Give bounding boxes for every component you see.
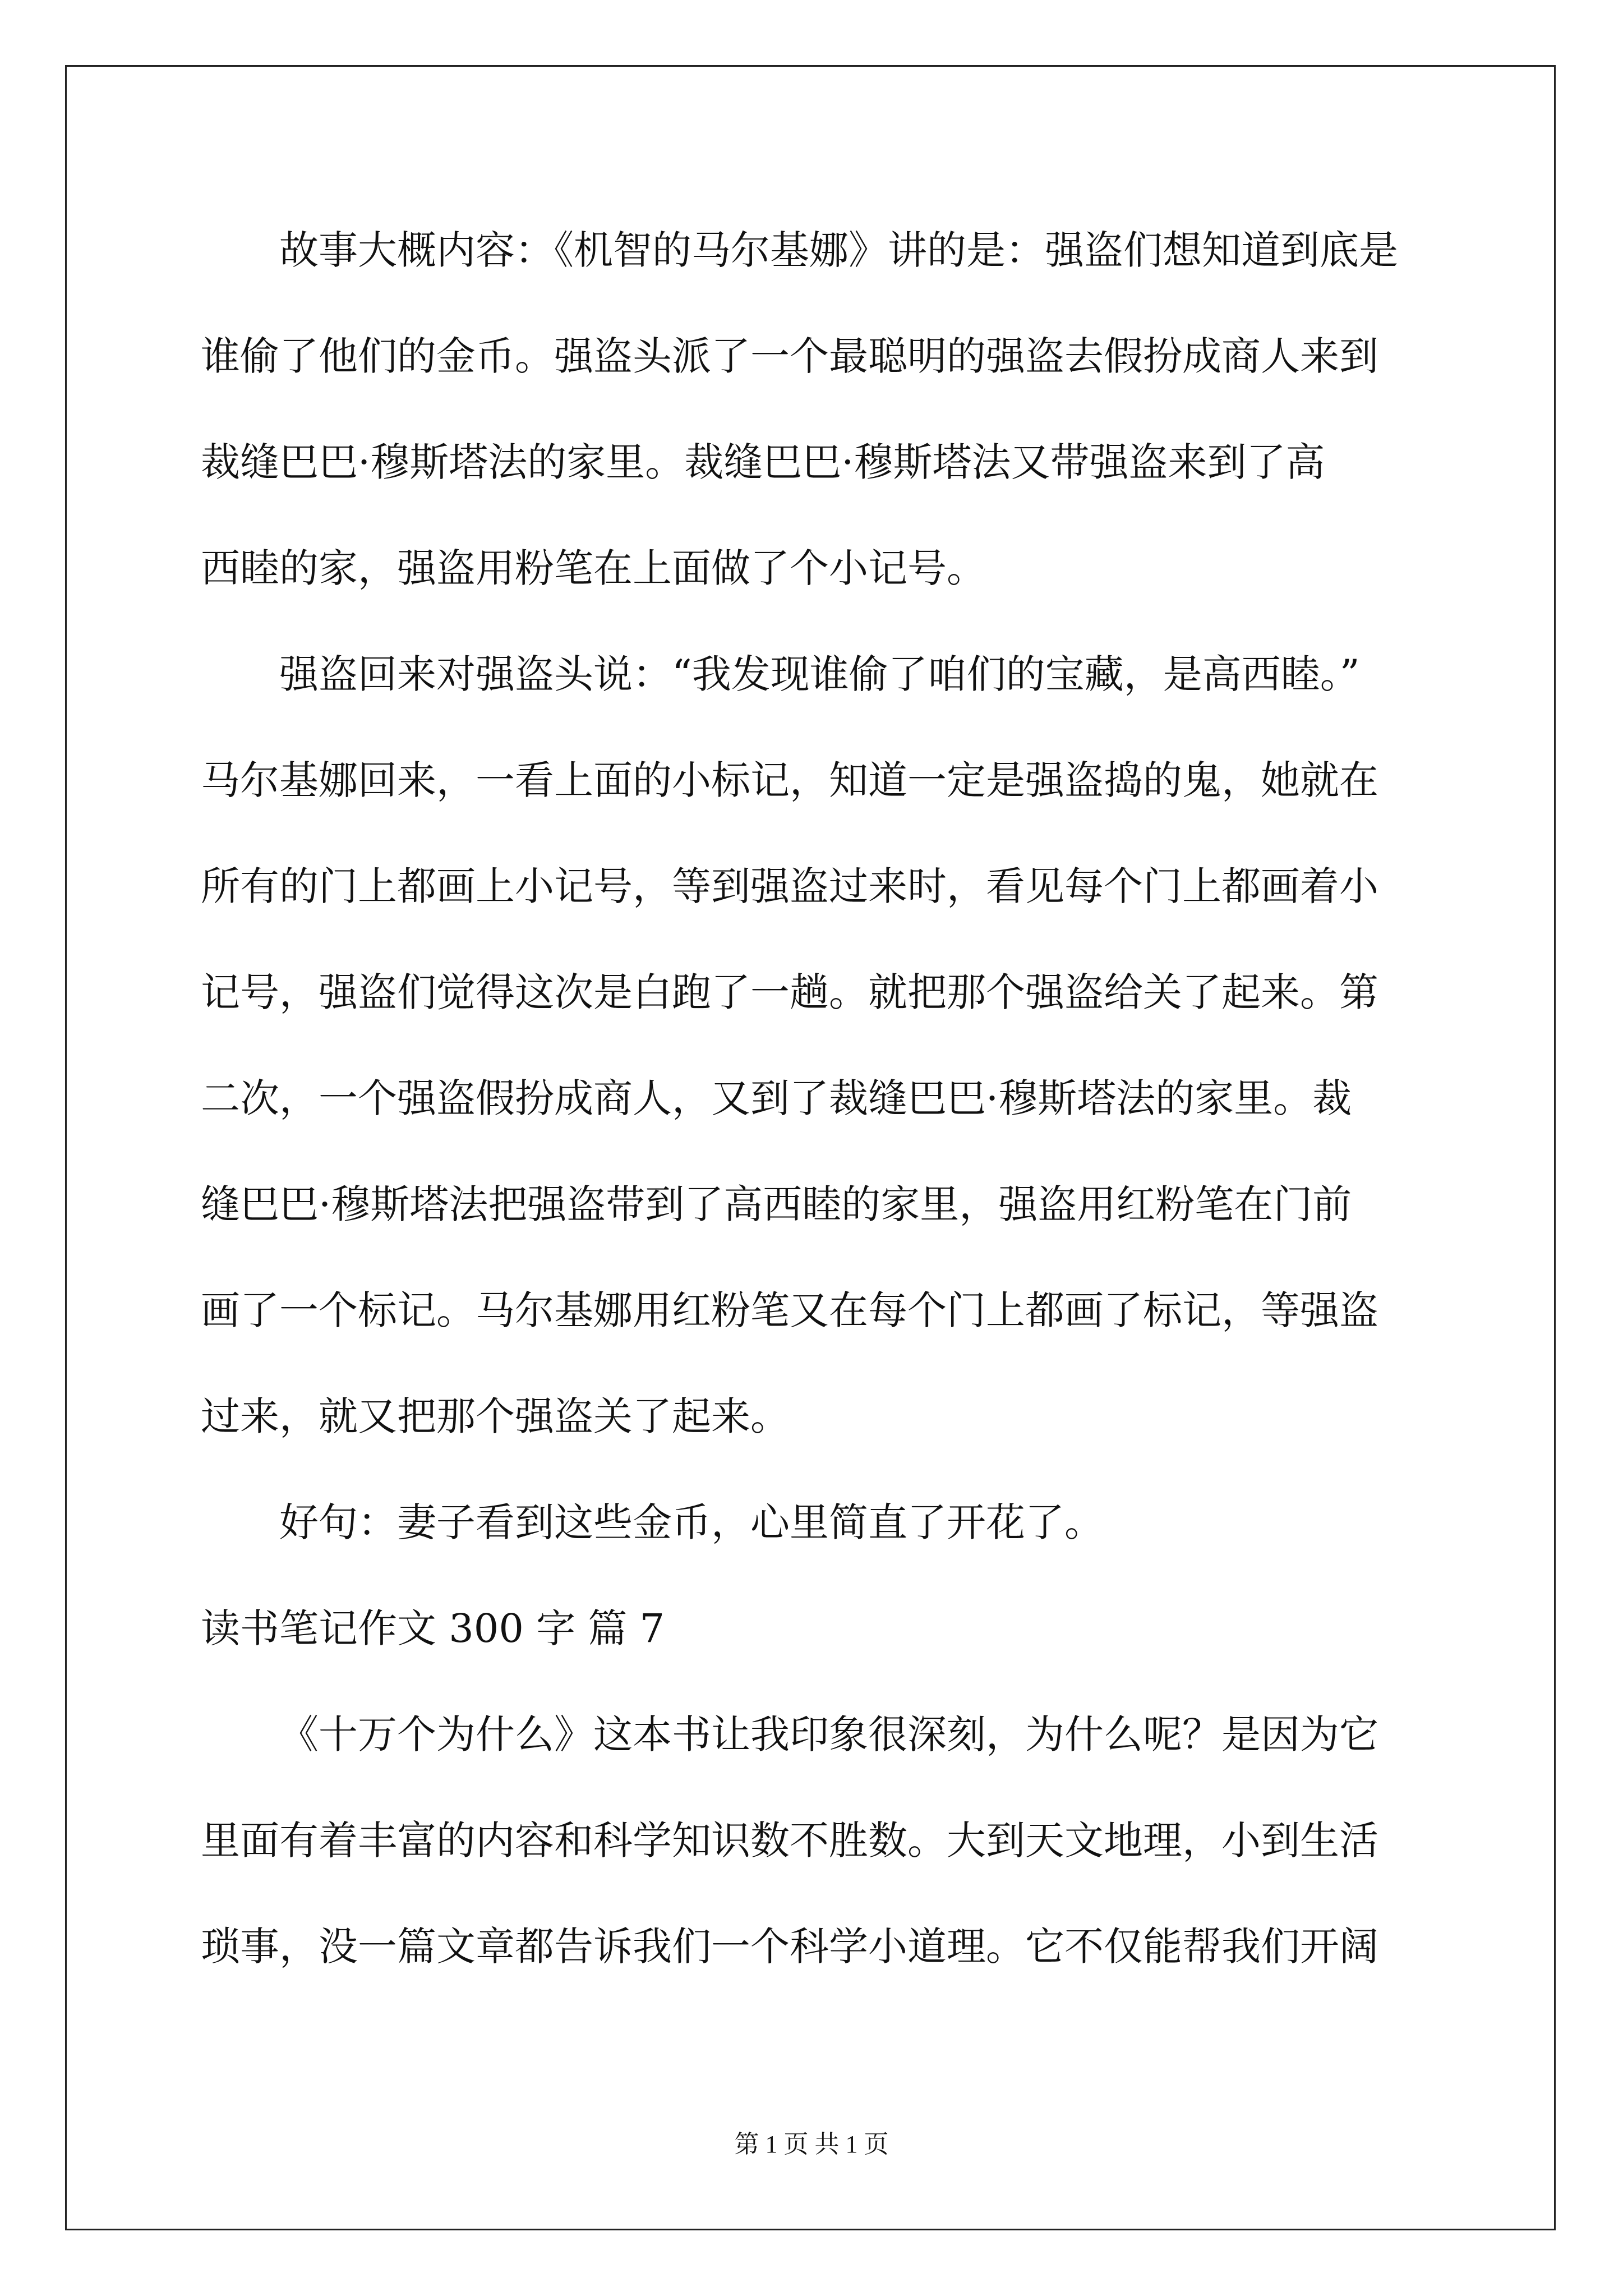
paragraph-line: 故事大概内容：《机智的马尔基娜》讲的是：强盗们想知道到底是 (279, 227, 1398, 273)
paragraph-line: 马尔基娜回来，一看上面的小标记，知道一定是强盗捣的鬼，她就在 (201, 757, 1378, 803)
paragraph-line: 强盗回来对强盗头说：“我发现谁偷了咱们的宝藏，是高西睦。” (279, 651, 1360, 697)
paragraph-line: 所有的门上都画上小记号，等到强盗过来时，看见每个门上都画着小 (201, 863, 1378, 909)
paragraph-line: 好句：妻子看到这些金币，心里简直了开花了。 (279, 1499, 1104, 1545)
paragraph-line: 琐事，没一篇文章都告诉我们一个科学小道理。它不仅能帮我们开阔 (201, 1924, 1378, 1970)
paragraph-line: 过来，就又把那个强盗关了起来。 (201, 1393, 790, 1439)
paragraph-line: 谁偷了他们的金币。强盗头派了一个最聪明的强盗去假扮成商人来到 (201, 333, 1378, 379)
paragraph-line: 画了一个标记。马尔基娜用红粉笔又在每个门上都画了标记，等强盗 (201, 1287, 1378, 1333)
paragraph-line: 里面有着丰富的内容和科学知识数不胜数。大到天文地理，小到生活 (201, 1818, 1378, 1864)
paragraph-line: 《十万个为什么》这本书让我印象很深刻，为什么呢？是因为它 (279, 1711, 1378, 1757)
page-border (65, 65, 1556, 2230)
paragraph-line: 裁缝巴巴·穆斯塔法的家里。裁缝巴巴·穆斯塔法又带强盗来到了高 (201, 439, 1325, 485)
section-heading: 读书笔记作文 300 字 篇 7 (201, 1605, 665, 1651)
paragraph-line: 缝巴巴·穆斯塔法把强盗带到了高西睦的家里，强盗用红粉笔在门前 (201, 1181, 1352, 1227)
page-number-footer: 第 1 页 共 1 页 (734, 2131, 889, 2158)
paragraph-line: 西睦的家，强盗用粉笔在上面做了个小记号。 (201, 545, 986, 591)
paragraph-line: 二次，一个强盗假扮成商人，又到了裁缝巴巴·穆斯塔法的家里。裁 (201, 1075, 1352, 1121)
paragraph-line: 记号，强盗们觉得这次是白跑了一趟。就把那个强盗给关了起来。第 (201, 969, 1378, 1015)
